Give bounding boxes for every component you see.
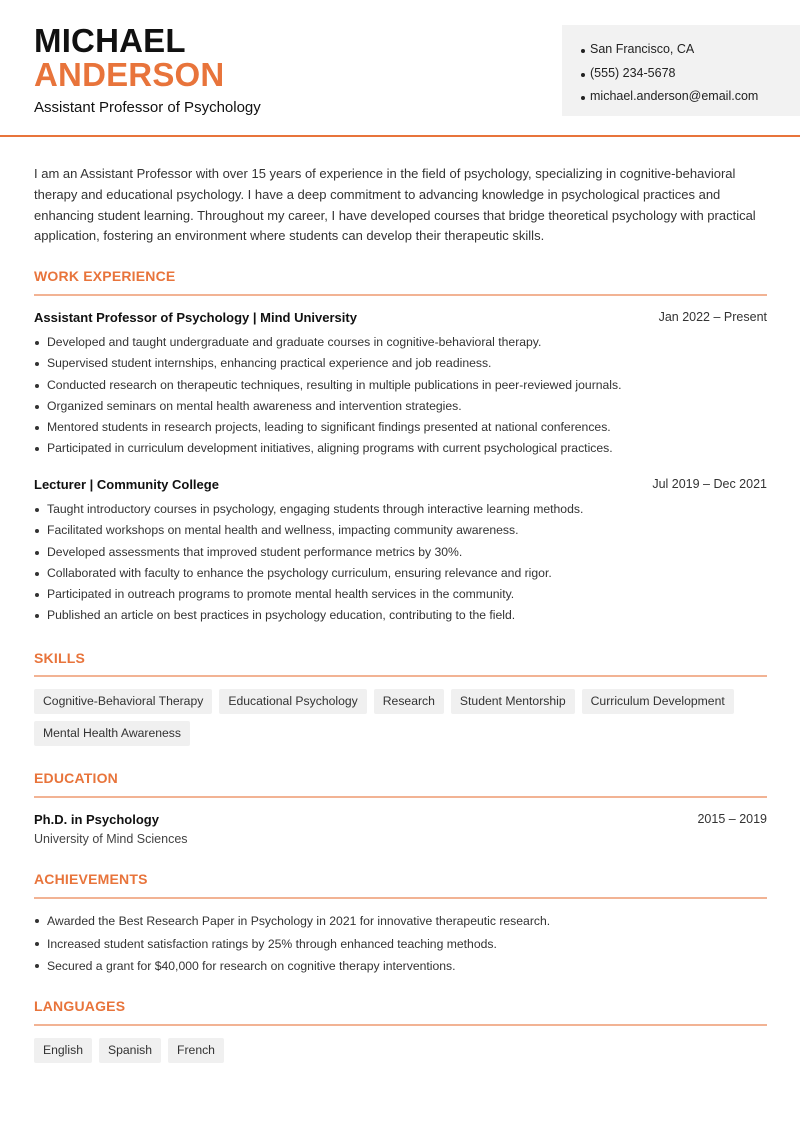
list-item: Secured a grant for $40,000 for research on cognitive therapy interventions.	[34, 955, 767, 978]
list-item: Taught introductory courses in psychology, engaging students through interactive learning methods.	[34, 499, 767, 520]
contact-phone: (555) 234-5678	[581, 62, 800, 86]
list-item: Participated in outreach programs to promote mental health services in the community.	[34, 584, 767, 605]
first-name: MICHAEL	[34, 22, 186, 59]
achievements-list	[34, 910, 767, 978]
section-divider	[34, 897, 767, 899]
skills-tags	[34, 689, 767, 746]
job-header	[34, 310, 767, 325]
section-title-work: WORK EXPERIENCE	[34, 268, 176, 284]
list-item: Published an article on best practices in psychology education, contributing to the field.	[34, 605, 767, 626]
skill-tag: Student Mentorship	[451, 689, 575, 714]
resume-header	[0, 0, 800, 137]
list-item: Participated in curriculum development initiatives, aligning programs with current psychological practices.	[34, 438, 767, 459]
section-divider	[34, 796, 767, 798]
section-title-languages: LANGUAGES	[34, 998, 126, 1014]
skill-tag: Cognitive-Behavioral Therapy	[34, 689, 212, 714]
language-tags	[34, 1038, 767, 1063]
list-item: Increased student satisfaction ratings by 25% through enhanced teaching methods.	[34, 933, 767, 956]
last-name: ANDERSON	[34, 56, 225, 93]
section-divider	[34, 675, 767, 677]
list-item: Conducted research on therapeutic techniques, resulting in multiple publications in peer-reviewed journals.	[34, 375, 767, 396]
skill-tag: Educational Psychology	[219, 689, 366, 714]
language-tag: Spanish	[99, 1038, 161, 1063]
list-item: Supervised student internships, enhancing practical experience and job readiness.	[34, 353, 767, 374]
list-item: Organized seminars on mental health awareness and intervention strategies.	[34, 396, 767, 417]
list-item: Awarded the Best Research Paper in Psychology in 2021 for innovative therapeutic research.	[34, 910, 767, 933]
candidate-name	[34, 24, 224, 91]
list-item: Collaborated with faculty to enhance the psychology curriculum, ensuring relevance and rigor.	[34, 563, 767, 584]
job-bullets	[34, 332, 767, 460]
education-dates: 2015 – 2019	[697, 812, 767, 826]
section-divider	[34, 1024, 767, 1026]
section-divider	[34, 294, 767, 296]
section-title-achievements: ACHIEVEMENTS	[34, 871, 148, 887]
contact-email[interactable]: michael.anderson@email.com	[581, 85, 800, 109]
skill-tag: Research	[374, 689, 444, 714]
job-role: Assistant Professor of Psychology | Mind University	[34, 310, 357, 325]
summary-paragraph: I am an Assistant Professor with over 15 years of experience in the field of psychology, specializing in cognitive-behavioral therapy and educational psychology. I have a deep commitment to advancing knowledge in psychological practices and enhancing student learning. Throughout my career, I have developed courses that bridge theoretical psychology with practical application, fostering an environment where students can develop their therapeutic skills.	[34, 166, 756, 244]
list-item: Mentored students in research projects, leading to significant findings presented at national conferences.	[34, 417, 767, 438]
list-item: Developed and taught undergraduate and graduate courses in cognitive-behavioral therapy.	[34, 332, 767, 353]
job-header	[34, 477, 767, 492]
contact-location: San Francisco, CA	[581, 38, 800, 62]
education-school: University of Mind Sciences	[34, 832, 188, 846]
education-header	[34, 812, 767, 827]
candidate-title: Assistant Professor of Psychology	[34, 99, 261, 116]
section-title-skills: SKILLS	[34, 650, 85, 666]
section-title-education: EDUCATION	[34, 770, 118, 786]
contact-box	[562, 25, 800, 116]
job-dates: Jan 2022 – Present	[658, 310, 767, 324]
education-degree: Ph.D. in Psychology	[34, 812, 159, 827]
skill-tag: Mental Health Awareness	[34, 721, 190, 746]
list-item: Developed assessments that improved student performance metrics by 30%.	[34, 542, 767, 563]
list-item: Facilitated workshops on mental health and wellness, impacting community awareness.	[34, 520, 767, 541]
language-tag: English	[34, 1038, 92, 1063]
job-bullets	[34, 499, 767, 627]
job-role: Lecturer | Community College	[34, 477, 219, 492]
job-dates: Jul 2019 – Dec 2021	[652, 477, 767, 491]
language-tag: French	[168, 1038, 224, 1063]
skill-tag: Curriculum Development	[582, 689, 734, 714]
